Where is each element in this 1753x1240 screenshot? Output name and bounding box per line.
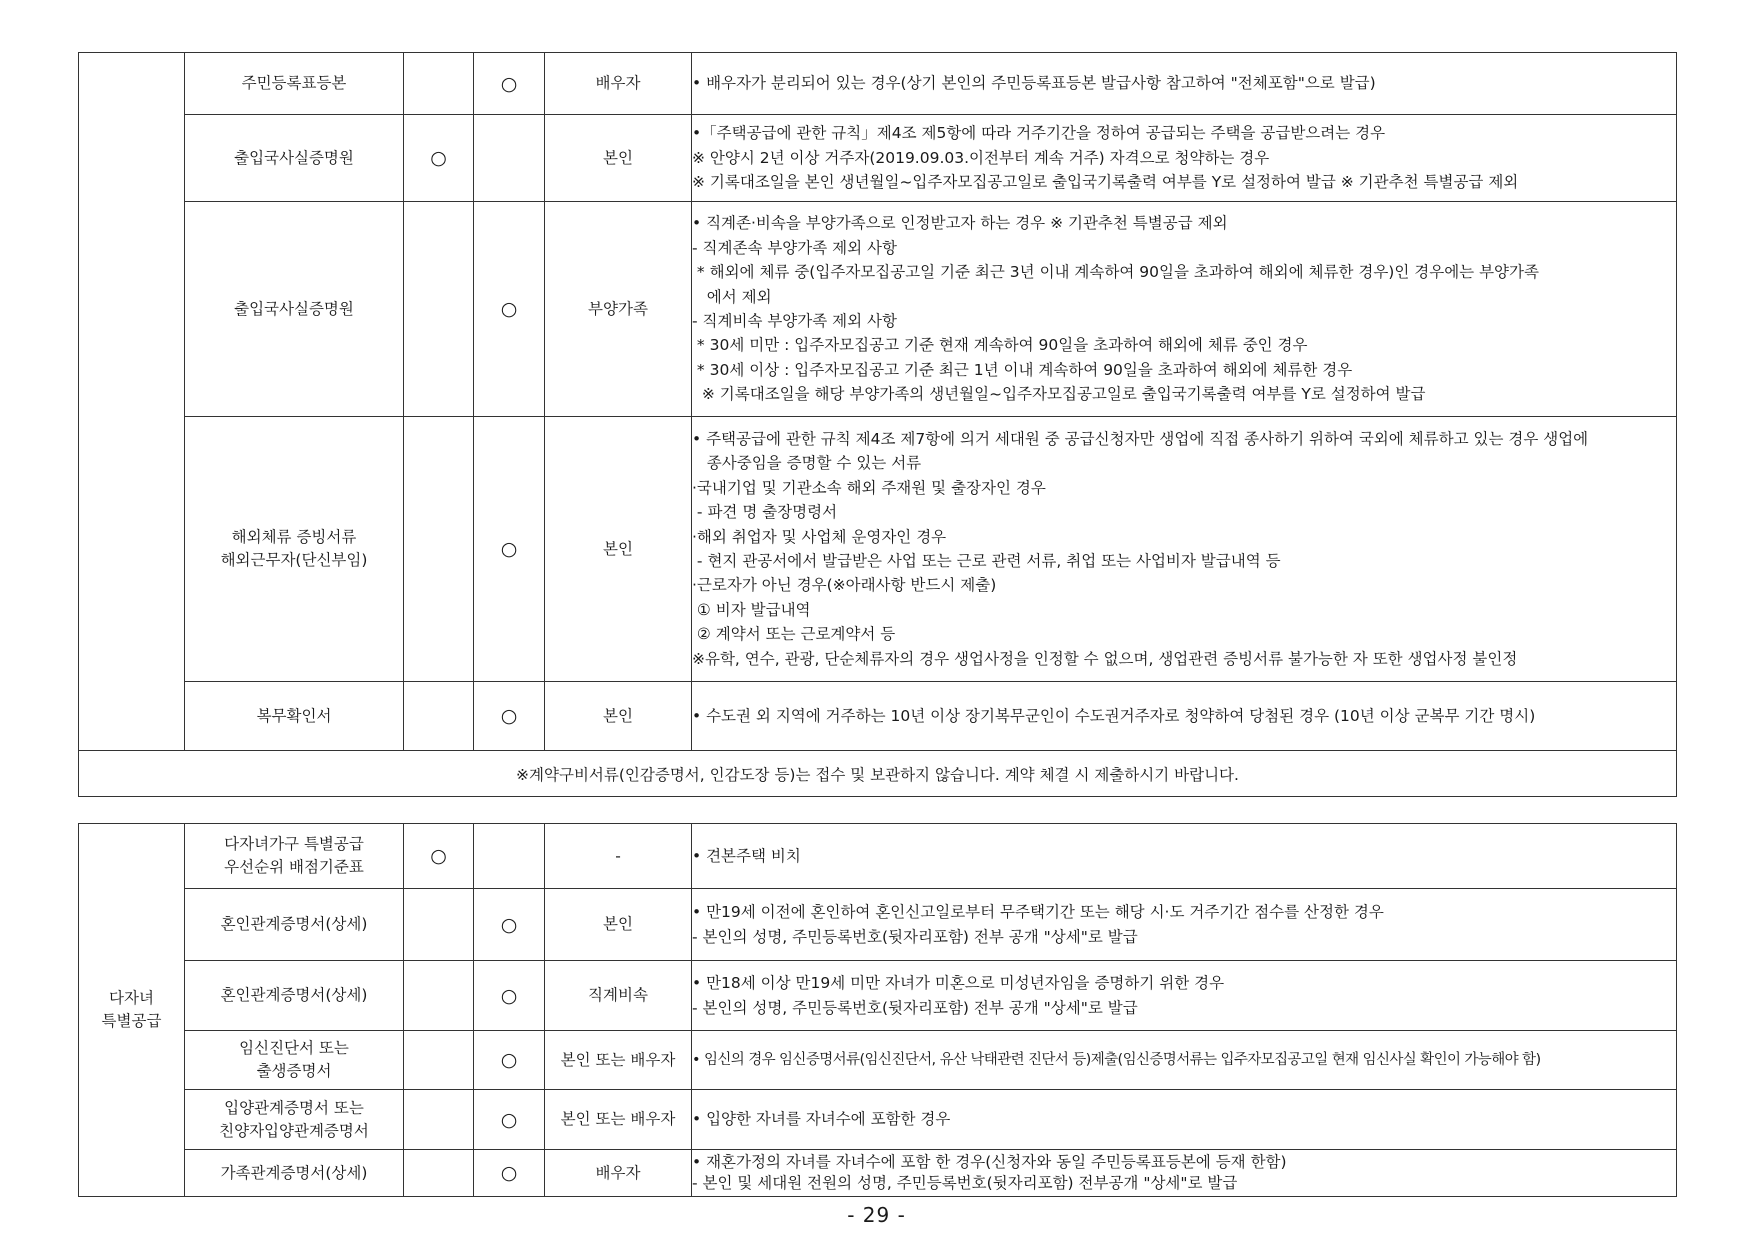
details-cell: [692, 1150, 1677, 1197]
mark-a-cell: ○: [404, 824, 474, 889]
target-cell: 부양가족: [545, 202, 692, 417]
table-row: [79, 1150, 1677, 1197]
detail-line: ※ 기록대조일을 해당 부양가족의 생년월일~입주자모집공고일로 출입국기록출력 여부를 Y로 설정하여 발급: [692, 385, 1426, 404]
document-name: 해외체류 증빙서류: [231, 528, 357, 546]
mark-b-cell: [474, 824, 545, 889]
mark-a-cell: ○: [404, 115, 474, 202]
table-row: [79, 824, 1677, 889]
target-cell: 직계비속: [545, 961, 692, 1031]
contract-documents-note: ※계약구비서류(인감증명서, 인감도장 등)는 접수 및 보관하지 않습니다. 계약 체결 시 제출하시기 바랍니다.: [79, 751, 1677, 797]
detail-line: • 배우자가 분리되어 있는 경우(상기 본인의 주민등록표등본 발급사항 참고하여 "전체포함"으로 발급): [692, 74, 1376, 93]
mark-a-cell: [404, 682, 474, 751]
detail-line: • 만18세 이상 만19세 미만 자녀가 미혼으로 미성년자임을 증명하기 위한 경우: [692, 974, 1225, 993]
mark-b-cell: ○: [474, 53, 545, 115]
table-row: [79, 751, 1677, 797]
detail-line: * 30세 미만 : 입주자모집공고 기준 현재 계속하여 90일을 초과하여 해외에 체류 중인 경우: [692, 336, 1308, 355]
table-row: [79, 53, 1677, 115]
mark-b-cell: ○: [474, 202, 545, 417]
detail-line: ·국내기업 및 기관소속 해외 주재원 및 출장자인 경우: [692, 478, 1046, 497]
category-cell: [79, 53, 185, 751]
mark-b-cell: ○: [474, 1090, 545, 1150]
details-cell: [692, 824, 1677, 889]
document-name: 주민등록표등본: [241, 74, 347, 92]
mark-a-cell: [404, 53, 474, 115]
detail-line: ※유학, 연수, 관광, 단순체류자의 경우 생업사정을 인정할 수 없으며, 생업관련 증빙서류 불가능한 자 또한 생업사정 불인정: [692, 649, 1518, 668]
mark-b-cell: ○: [474, 889, 545, 961]
detail-line: - 직계존속 부양가족 제외 사항: [692, 238, 897, 257]
mark-a-cell: [404, 417, 474, 682]
detail-line: 종사중임을 증명할 수 있는 서류: [692, 454, 922, 473]
details-cell: [692, 682, 1677, 751]
table-row: [79, 115, 1677, 202]
page-number: - 29 -: [847, 1203, 906, 1227]
mark-a-cell: [404, 889, 474, 961]
detail-line: 에서 제외: [692, 287, 772, 306]
details-cell: [692, 1090, 1677, 1150]
detail-line: • 입양한 자녀를 자녀수에 포함한 경우: [692, 1110, 951, 1129]
document-name: 출생증명서: [256, 1062, 332, 1080]
detail-line: ·근로자가 아닌 경우(※아래사항 반드시 제출): [692, 576, 997, 595]
requirements-table-2: [78, 823, 1677, 1197]
mark-b-cell: [474, 115, 545, 202]
document-name: 출입국사실증명원: [234, 148, 354, 167]
detail-line: ② 계약서 또는 근로계약서 등: [692, 625, 896, 644]
target-cell: 본인 또는 배우자: [545, 1031, 692, 1090]
detail-line: • 임신의 경우 임신증명서류(임신진단서, 유산 낙태관련 진단서 등)제출(임신증명서류는 입주자모집공고일 현재 임신사실 확인이 가능해야 함): [692, 1051, 1541, 1068]
detail-line: * 30세 이상 : 입주자모집공고 기준 최근 1년 이내 계속하여 90일을 초과하여 해외에 체류한 경우: [692, 360, 1353, 379]
detail-line: - 본인 및 세대원 전원의 성명, 주민등록번호(뒷자리포함) 전부공개 "상세"로 발급: [692, 1174, 1238, 1192]
table-row: [79, 417, 1677, 682]
target-cell: 배우자: [545, 53, 692, 115]
mark-a-cell: [404, 202, 474, 417]
details-cell: [692, 889, 1677, 961]
document-name: 우선순위 배점기준표: [224, 858, 364, 876]
detail-line: • 만19세 이전에 혼인하여 혼인신고일로부터 무주택기간 또는 해당 시·도 거주기간 점수를 산정한 경우: [692, 903, 1384, 922]
detail-line: •「주택공급에 관한 규칙」제4조 제5항에 따라 거주기간을 정하여 공급되는 주택을 공급받으려는 경우: [692, 124, 1386, 143]
target-cell: 본인 또는 배우자: [545, 1090, 692, 1150]
detail-line: • 재혼가정의 자녀를 자녀수에 포함 한 경우(신청자와 동일 주민등록표등본에 등재 한함): [692, 1153, 1287, 1171]
detail-line: ① 비자 발급내역: [692, 600, 811, 619]
detail-line: • 견본주택 비치: [692, 846, 801, 865]
document-name-cell: [185, 824, 404, 889]
detail-line: • 수도권 외 지역에 거주하는 10년 이상 장기복무군인이 수도권거주자로 청약하여 당첨된 경우 (10년 이상 군복무 기간 명시): [692, 706, 1536, 725]
details-cell: [692, 1031, 1677, 1090]
mark-b-cell: ○: [474, 1150, 545, 1197]
target-cell: 본인: [545, 417, 692, 682]
details-cell: [692, 417, 1677, 682]
category-cell: [79, 824, 185, 1197]
document-name: 혼인관계증명서(상세): [220, 986, 368, 1004]
detail-line: - 직계비속 부양가족 제외 사항: [692, 312, 897, 330]
detail-line: • 직계존·비속을 부양가족으로 인정받고자 하는 경우 ※ 기관추천 특별공급 제외: [692, 214, 1228, 233]
document-name: 가족관계증명서(상세): [220, 1163, 368, 1182]
document-name: 다자녀가구 특별공급: [224, 835, 364, 853]
details-cell: [692, 961, 1677, 1031]
table-row: [79, 961, 1677, 1031]
table-row: [79, 889, 1677, 961]
details-cell: [692, 115, 1677, 202]
table-row: [79, 1090, 1677, 1150]
document-name: 출입국사실증명원: [234, 299, 354, 318]
target-cell: 본인: [545, 115, 692, 202]
detail-line: * 해외에 체류 중(입주자모집공고일 기준 최근 3년 이내 계속하여 90일을 초과하여 해외에 체류한 경우)인 경우에는 부양가족: [692, 263, 1539, 282]
detail-line: • 주택공급에 관한 규칙 제4조 제7항에 의거 세대원 중 공급신청자만 생업에 직접 종사하기 위하여 국외에 체류하고 있는 경우 생업에: [692, 429, 1589, 448]
detail-line: ※ 안양시 2년 이상 거주자(2019.09.03.이전부터 계속 거주) 자격으로 청약하는 경우: [692, 148, 1270, 167]
document-name-cell: [185, 53, 404, 115]
mark-b-cell: ○: [474, 417, 545, 682]
document-name-cell: [185, 202, 404, 417]
mark-a-cell: [404, 1090, 474, 1150]
category-label: 특별공급: [101, 1012, 162, 1030]
document-name-cell: [185, 417, 404, 682]
document-name-cell: [185, 889, 404, 961]
details-cell: [692, 53, 1677, 115]
document-name-cell: [185, 1150, 404, 1197]
document-name: 복무확인서: [256, 706, 332, 725]
document-name-cell: [185, 961, 404, 1031]
details-cell: [692, 202, 1677, 417]
category-label: 다자녀: [109, 989, 154, 1007]
document-name: 친양자입양관계증명서: [219, 1121, 369, 1140]
requirements-table-1: [78, 52, 1677, 797]
target-cell: 본인: [545, 889, 692, 961]
table-row: [79, 682, 1677, 751]
target-cell: -: [545, 824, 692, 889]
detail-line: - 현지 관공서에서 발급받은 사업 또는 근로 관련 서류, 취업 또는 사업비자 발급내역 등: [692, 552, 1281, 570]
detail-line: ※ 기록대조일을 본인 생년월일~입주자모집공고일로 출입국기록출력 여부를 Y로 설정하여 발급 ※ 기관추천 특별공급 제외: [692, 173, 1519, 192]
target-cell: 본인: [545, 682, 692, 751]
detail-line: - 본인의 성명, 주민등록번호(뒷자리포함) 전부 공개 "상세"로 발급: [692, 927, 1138, 946]
document-name-cell: [185, 115, 404, 202]
mark-a-cell: [404, 961, 474, 1031]
target-cell: 배우자: [545, 1150, 692, 1197]
detail-line: - 파견 명 출장명령서: [692, 503, 838, 522]
mark-b-cell: ○: [474, 961, 545, 1031]
document-name: 임신진단서 또는: [239, 1039, 349, 1057]
detail-line: ·해외 취업자 및 사업체 운영자인 경우: [692, 527, 947, 546]
document-name-cell: [185, 682, 404, 751]
table-row: [79, 1031, 1677, 1090]
document-name: 입양관계증명서 또는: [224, 1098, 364, 1117]
document-name: 해외근무자(단신부임): [220, 551, 368, 569]
mark-a-cell: [404, 1031, 474, 1090]
document-name: 혼인관계증명서(상세): [220, 915, 368, 933]
detail-line: - 본인의 성명, 주민등록번호(뒷자리포함) 전부 공개 "상세"로 발급: [692, 998, 1138, 1017]
table-row: [79, 202, 1677, 417]
mark-a-cell: [404, 1150, 474, 1197]
document-name-cell: [185, 1031, 404, 1090]
document-name-cell: [185, 1090, 404, 1150]
mark-b-cell: ○: [474, 1031, 545, 1090]
mark-b-cell: ○: [474, 682, 545, 751]
